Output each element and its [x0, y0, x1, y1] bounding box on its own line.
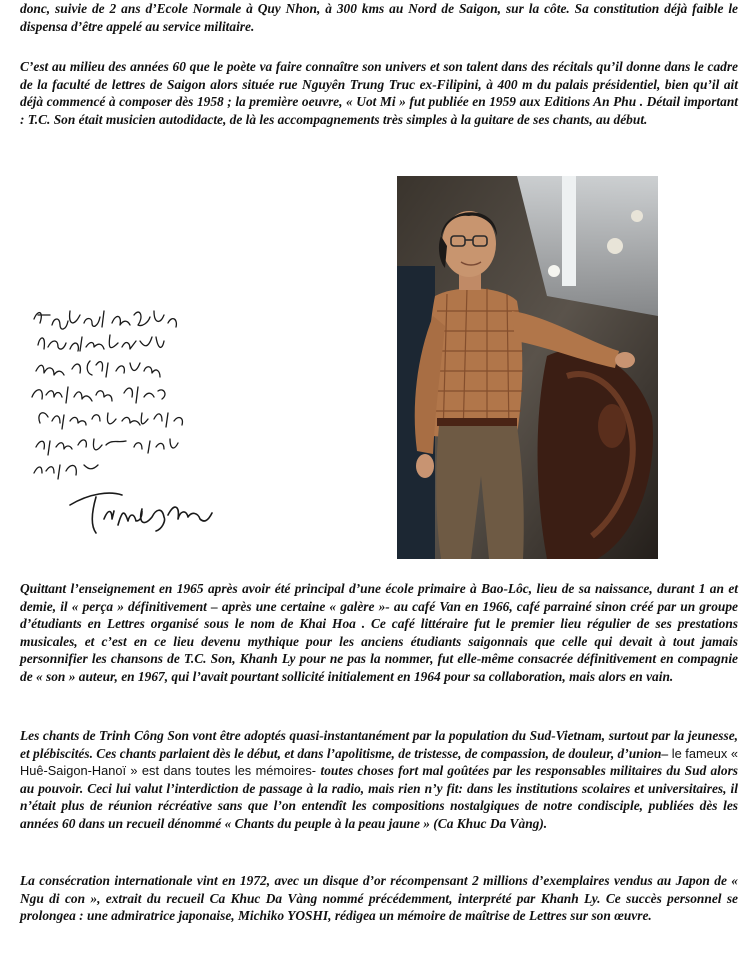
paragraph-4-part-1: Les chants de Trinh Công Son vont être adoptés quasi-instantanément par la population du Sud-Vietnam, surtout par la jeunesse, et plébiscités. Ces chants parlaient dès le début, et dans l’apolitisme, de tristesse, de compassion, de douleur, d’union–	[20, 728, 738, 761]
paragraph-3: Quittant l’enseignement en 1965 après avoir été principal d’une école primaire à Bao-Lôc, lieu de sa naissance, durant 1 an et demie, il « perça » définitivement – après une certaine « galère »- au café Van en 1966, café parrainé sinon créé par un groupe d’étudiants en Lettres organisé sous le nom de Khai Hoa . Ce café littéraire fut le premier lieu régulier de ses prestations musicales, et c’est en ce lieu devenu mythique pour les anciens étudiants saigonnais que celle qui devait à tout jamais personnifier les chansons de T.C. Son, Khanh Ly pour ne pas la nommer, fut elle-même consacrée définitivement en compagnie de « son » auteur, en 1967, qui l’avait pourtant sollicité initialement en 1964 pour sa collaboration, mais alors en vain.	[20, 581, 738, 684]
paragraph-4	[20, 727, 738, 833]
paragraph-5: La consécration internationale vint en 1972, avec un disque d’or récompensant 2 millions d’exemplaires vendus au Japon de « Ngu di con », extrait du recueil Ca Khuc Da Vàng nommé précédemment, interprété par Khanh Ly. Ce succès personnel se prolongea : une admiratrice japonaise, Michiko YOSHI, rédigea un mémoire de maîtrise de Lettres sur son œuvre.	[20, 873, 738, 924]
handwritten-signature-icon	[30, 305, 300, 545]
portrait-photo-icon	[397, 176, 658, 559]
paragraph-4-part-2: le fameux « Huê-Saigon-Hanoï » est dans toutes les mémoires-	[20, 745, 738, 779]
paragraph-4-part-3: toutes choses fort mal goûtées par les responsables militaires du Sud alors au pouvoir. Ceci lui valut l’interdiction de passage à la radio, mais rien n’y fit: dans les institutions scolaires et universitaires, il n’était plus de réunion récréative sans que l’on entendît les compositions nostalgiques de notre condisciple, publiées dès les années 60 dans un recueil dénommé « Chants du peuple à la peau jaune » (Ca Khuc Da Vàng).	[20, 763, 738, 831]
paragraph-1: donc, suivie de 2 ans d’Ecole Normale à Quy Nhon, à 300 kms au Nord de Saigon, sur la côte. Sa constitution déjà faible le dispensa d’être appelé au service militaire.	[20, 1, 738, 34]
paragraph-2: C’est au milieu des années 60 que le poète va faire connaître son univers et son talent dans des récitals qu’il donne dans le cadre de la faculté de lettres de Saigon alors située rue Nguyên Trung Truc ex-Filipini, à 400 m du palais présidentiel, bien qu’il ait déjà commencé à composer dès 1958 ; la première oeuvre, « Uot Mi » fut publiée en 1959 aux Editions An Phu . Détail important : T.C. Son était musicien autodidacte, de là les accompagnements très simples à la guitare de ses chants, au début.	[20, 59, 738, 127]
